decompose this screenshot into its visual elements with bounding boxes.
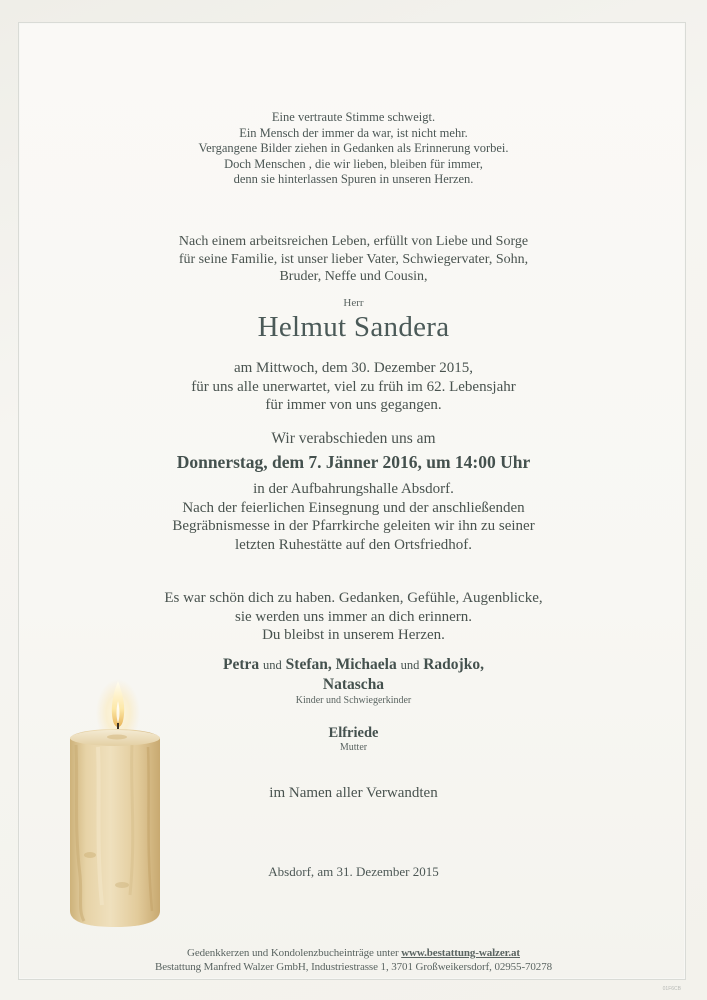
mother-relation: Mutter <box>339 742 368 753</box>
candle-icon <box>60 675 170 930</box>
quote-line: Du bleibst in unserem Herzen. <box>262 627 445 643</box>
venue-line: Nach der feierlichen Einsegnung und der anschließenden <box>182 499 525 516</box>
deceased-title: Herr <box>343 297 364 309</box>
venue-line: letzten Ruhestätte auf den Ortsfriedhof. <box>235 536 472 553</box>
mourner-and: und <box>263 658 282 672</box>
mourner-name: Stefan, Michaela <box>285 656 397 673</box>
intro-line: Bruder, Neffe und Cousin, <box>279 269 428 284</box>
deceased-name: Helmut Sandera <box>257 311 450 343</box>
passing-line: für immer von uns gegangen. <box>265 397 442 413</box>
passing-text <box>0 359 707 415</box>
motto-poem <box>0 110 707 188</box>
footer-line-1 <box>0 947 707 959</box>
motto-line: Doch Menschen , die wir lieben, bleiben für immer, <box>224 156 483 171</box>
mother-name: Elfriede <box>328 725 379 741</box>
footer-text: Gedenkkerzen und Kondolenzbucheinträge unter <box>187 947 402 959</box>
mourner-name: Natascha <box>322 676 385 693</box>
venue-text <box>0 480 707 554</box>
intro-line: für seine Familie, ist unser lieber Vater, Schwiegervater, Sohn, <box>178 251 529 267</box>
relatives-text: im Namen aller Verwandten <box>269 785 438 801</box>
funeral-date: Donnerstag, dem 7. Jänner 2016, um 14:00 Uhr <box>176 452 531 472</box>
footer-line-2: Bestattung Manfred Walzer GmbH, Industriestrasse 1, 3701 Großweikersdorf, 02955-70278 <box>154 961 553 973</box>
document-code: 01F6CB <box>662 986 681 992</box>
motto-line: Eine vertraute Stimme schweigt. <box>271 110 436 124</box>
footer-website-link[interactable]: www.bestattung-walzer.at <box>401 947 520 959</box>
intro-line: Nach einem arbeitsreichen Leben, erfüllt von Liebe und Sorge <box>178 234 529 249</box>
mourner-name: Radojko, <box>423 656 484 673</box>
mourner-name: Petra <box>223 656 260 673</box>
place-date: Absdorf, am 31. Dezember 2015 <box>268 864 439 879</box>
quote-line: Es war schön dich zu haben. Gedanken, Gefühle, Augenblicke, <box>164 590 543 606</box>
closing-quote <box>0 589 707 645</box>
intro-text <box>0 233 707 286</box>
passing-line: für uns alle unerwartet, viel zu früh im 62. Lebensjahr <box>191 378 516 395</box>
motto-line: Vergangene Bilder ziehen in Gedanken als Erinnerung vorbei. <box>198 141 509 155</box>
venue-line: Begräbnismesse in der Pfarrkirche geleiten wir ihn zu seiner <box>172 518 535 534</box>
mourner-and: und <box>400 658 420 672</box>
quote-line: sie werden uns immer an dich erinnern. <box>234 608 472 625</box>
motto-line: Ein Mensch der immer da war, ist nicht mehr. <box>239 125 468 140</box>
farewell-text: Wir verabschieden uns am <box>271 430 436 447</box>
children-relation: Kinder und Schwiegerkinder <box>295 695 412 706</box>
venue-line: in der Aufbahrungshalle Absdorf. <box>253 481 454 497</box>
passing-line: am Mittwoch, dem 30. Dezember 2015, <box>233 360 474 376</box>
motto-line: denn sie hinterlassen Spuren in unseren Herzen. <box>233 172 474 186</box>
